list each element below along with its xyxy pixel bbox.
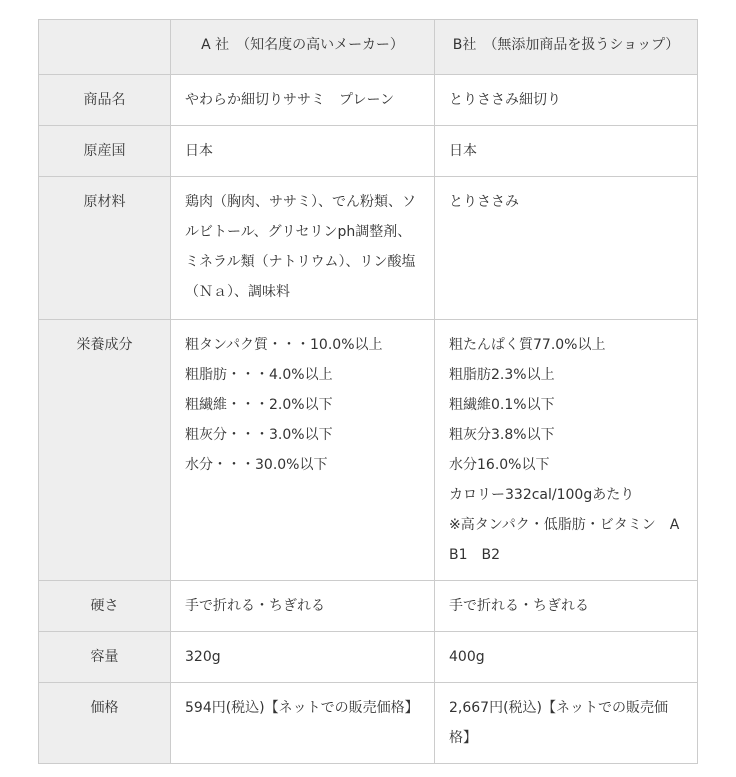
cell-company-a [171, 177, 435, 320]
cell-company-a [171, 683, 435, 764]
cell-line: 水分16.0%以下 [449, 457, 550, 473]
row-label: 商品名 [39, 75, 171, 126]
cell-company-b [435, 177, 698, 320]
cell-company-a [171, 320, 435, 581]
row-label: 原材料 [39, 177, 171, 320]
cell-line: カロリー332cal/100gあたり [449, 487, 635, 503]
table-row-ingredients [39, 177, 698, 320]
cell-line: 粗灰分3.8%以下 [449, 427, 555, 443]
cell-company-b [435, 126, 698, 177]
cell-line: 粗たんぱく質77.0%以上 [449, 337, 606, 353]
cell-line: 日本 [185, 143, 213, 159]
cell-company-b [435, 683, 698, 764]
cell-company-b [435, 581, 698, 632]
cell-company-b [435, 75, 698, 126]
cell-company-a [171, 126, 435, 177]
cell-line: 鶏肉（胸肉、ササミ）、でん粉類、ソルビトール、グリセリンph調整剤、ミネラル類（ナトリウム）、リン酸塩（Ｎａ）、調味料 [185, 194, 416, 300]
comparison-table-container [38, 19, 698, 764]
cell-line: とりささみ細切り [449, 92, 561, 108]
cell-line: 594円(税込)【ネットでの販売価格】 [185, 700, 419, 716]
cell-line: やわらか細切りササミ プレーン [185, 92, 395, 108]
table-row-price [39, 683, 698, 764]
cell-line: 粗脂肪2.3%以上 [449, 367, 555, 383]
cell-line: とりささみ [449, 194, 519, 210]
row-label: 価格 [39, 683, 171, 764]
row-label: 栄養成分 [39, 320, 171, 581]
cell-line: 400g [449, 649, 485, 665]
cell-line: 日本 [449, 143, 477, 159]
cell-line: 粗タンパク質・・・10.0%以上 [185, 337, 383, 353]
table-row-hardness [39, 581, 698, 632]
table-row-product-name [39, 75, 698, 126]
cell-line: ※高タンパク・低脂肪・ビタミン A B1 B2 [449, 517, 694, 563]
cell-line: 粗繊維・・・2.0%以下 [185, 397, 333, 413]
row-label: 硬さ [39, 581, 171, 632]
cell-company-b [435, 320, 698, 581]
comparison-table [38, 19, 698, 764]
cell-company-a [171, 632, 435, 683]
cell-company-b [435, 632, 698, 683]
table-header-row [39, 20, 698, 75]
cell-company-a [171, 581, 435, 632]
row-label: 原産国 [39, 126, 171, 177]
cell-line: 水分・・・30.0%以下 [185, 457, 328, 473]
cell-line: 手で折れる・ちぎれる [449, 598, 589, 614]
cell-line: 粗灰分・・・3.0%以下 [185, 427, 333, 443]
header-company-b: B社 （無添加商品を扱うショップ） [435, 20, 698, 75]
row-label: 容量 [39, 632, 171, 683]
table-row-capacity [39, 632, 698, 683]
cell-line: 手で折れる・ちぎれる [185, 598, 325, 614]
table-row-origin [39, 126, 698, 177]
cell-line: 2,667円(税込)【ネットでの販売価格】 [449, 700, 669, 746]
cell-line: 粗繊維0.1%以下 [449, 397, 555, 413]
cell-line: 320g [185, 649, 221, 665]
cell-line: 粗脂肪・・・4.0%以上 [185, 367, 333, 383]
header-company-a: A 社 （知名度の高いメーカー） [171, 20, 435, 75]
table-row-nutrition [39, 320, 698, 581]
cell-company-a [171, 75, 435, 126]
header-blank-cell [39, 20, 171, 75]
